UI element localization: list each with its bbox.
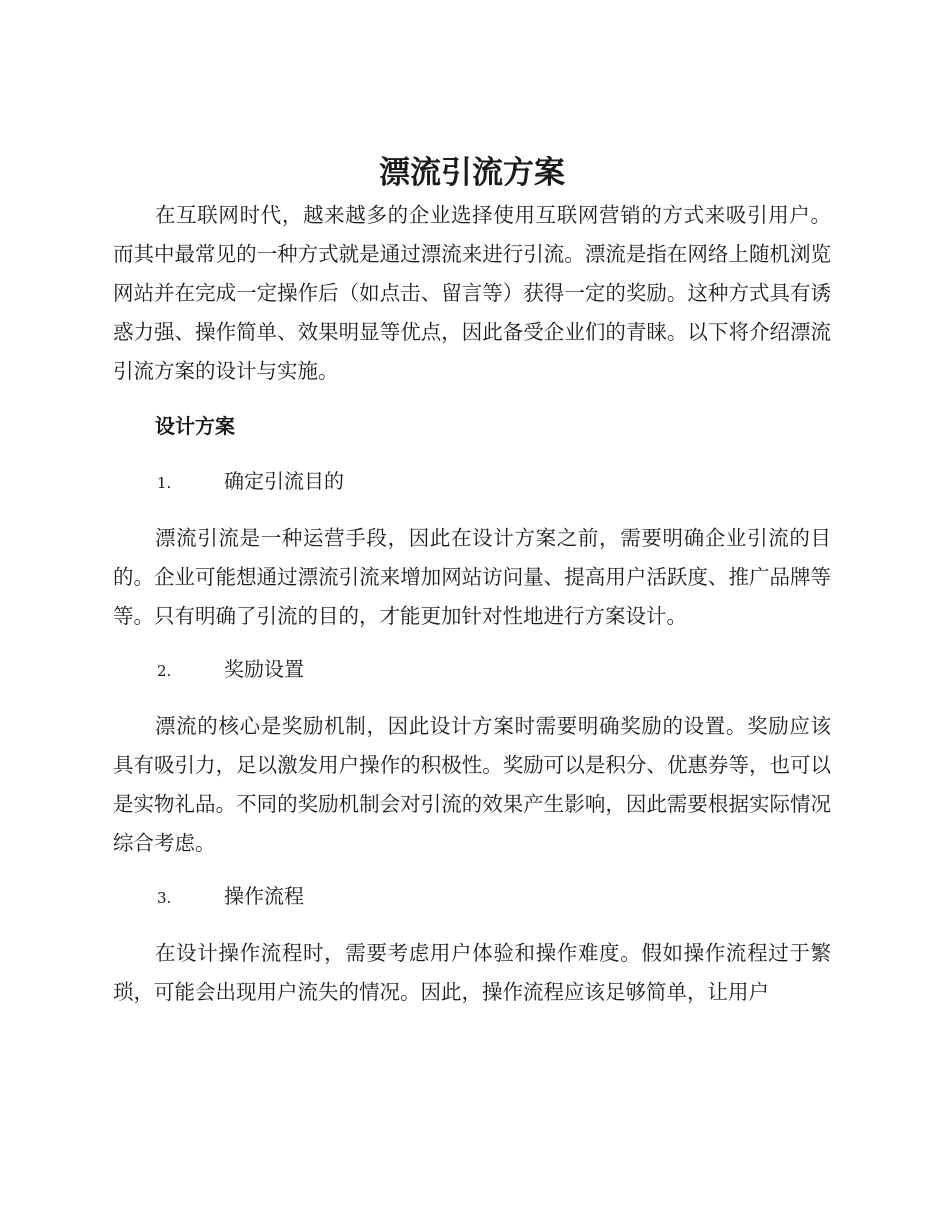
item-2-paragraph: 漂流的核心是奖励机制，因此设计方案时需要明确奖励的设置。奖励应该具有吸引力，足以激发用户操作的积极性。奖励可以是积分、优惠券等，也可以是实物礼品。不同的奖励机制会对引流的效果产生影响，因此需要根据实际情况综合考虑。	[113, 714, 831, 855]
list-item-1	[113, 462, 831, 503]
list-item-number: 2.	[157, 662, 172, 680]
document-page	[113, 150, 831, 1012]
list-item-2	[113, 650, 831, 691]
list-item-number: 1.	[157, 474, 172, 492]
intro-paragraph: 在互联网时代，越来越多的企业选择使用互联网营销的方式来吸引用户。而其中最常见的一种方式就是通过漂流来进行引流。漂流是指在网络上随机浏览网站并在完成一定操作后（如点击、留言等）获得一定的奖励。这种方式具有诱惑力强、操作简单、效果明显等优点，因此备受企业们的青睐。以下将介绍漂流引流方案的设计与实施。	[113, 203, 831, 383]
list-item-label: 奖励设置	[224, 657, 304, 681]
list-item-number: 3.	[157, 889, 172, 907]
document-title: 漂流引流方案	[379, 155, 565, 191]
list-item-3	[113, 877, 831, 918]
item-1-paragraph: 漂流引流是一种运营手段，因此在设计方案之前，需要明确企业引流的目的。企业可能想通过漂流引流来增加网站访问量、提高用户活跃度、推广品牌等等。只有明确了引流的目的，才能更加针对性地进行方案设计。	[113, 526, 831, 628]
item-3-paragraph: 在设计操作流程时，需要考虑用户体验和操作难度。假如操作流程过于繁琐，可能会出现用户流失的情况。因此，操作流程应该足够简单，让用户	[113, 941, 831, 1004]
list-item-label: 操作流程	[224, 884, 304, 908]
list-item-label: 确定引流目的	[224, 469, 344, 493]
section-heading: 设计方案	[155, 414, 235, 438]
